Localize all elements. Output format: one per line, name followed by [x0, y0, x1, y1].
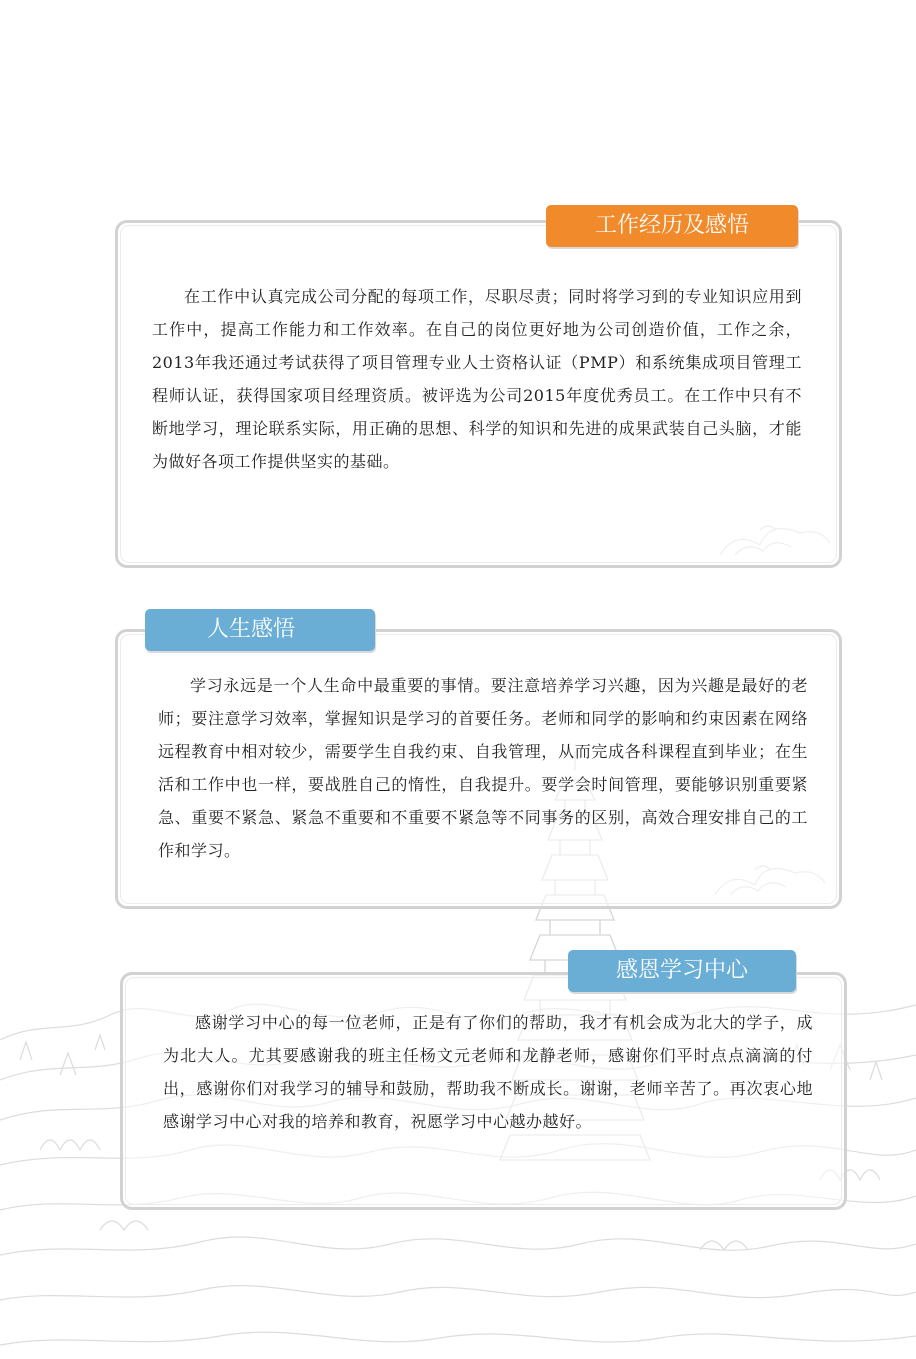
work-experience-title: 工作经历及感悟 [594, 213, 749, 238]
life-insights-body: 学习永远是一个人生命中最重要的事情。要注意培养学习兴趣，因为兴趣是最好的老师；要注意学习效率，掌握知识是学习的首要任务。老师和同学的影响和约束因素在网络远程教育中相对较少，需要学生自我约束、自我管理，从而完成各科课程直到毕业；在生活和工作中也一样，要战胜自己的惰性，自我提升。要学会时间管理，要能够识别重要紧急、重要不紧急、紧急不重要和不重要不紧急等不同事务的区别，高效合理安排自己的工作和学习。 [158, 676, 808, 860]
gratitude-title: 感恩学习中心 [615, 958, 748, 983]
work-experience-body: 在工作中认真完成公司分配的每项工作，尽职尽责；同时将学习到的专业知识应用到工作中，提高工作能力和工作效率。在自己的岗位更好地为公司创造价值，工作之余，2013年我还通过考试获得了项目管理专业人士资格认证（PMP）和系统集成项目管理工程师认证，获得国家项目经理资质。被评选为公司2015年度优秀员工。在工作中只有不断地学习，理论联系实际，用正确的思想、科学的知识和先进的成果武装自己头脑，才能为做好各项工作提供坚实的基础。 [152, 287, 802, 471]
gratitude-body: 感谢学习中心的每一位老师，正是有了你们的帮助，我才有机会成为北大的学子，成为北大人。尤其要感谢我的班主任杨文元老师和龙静老师，感谢你们平时点点滴滴的付出，感谢你们对我学习的辅导和鼓励，帮助我不断成长。谢谢，老师辛苦了。再次衷心地感谢学习中心对我的培养和教育，祝愿学习中心越办越好。 [163, 1013, 813, 1131]
gratitude-title-tab [568, 950, 796, 992]
life-insights-title-tab [145, 609, 375, 651]
life-insights-title: 人生感悟 [207, 617, 296, 642]
work-experience-title-tab [546, 205, 798, 247]
